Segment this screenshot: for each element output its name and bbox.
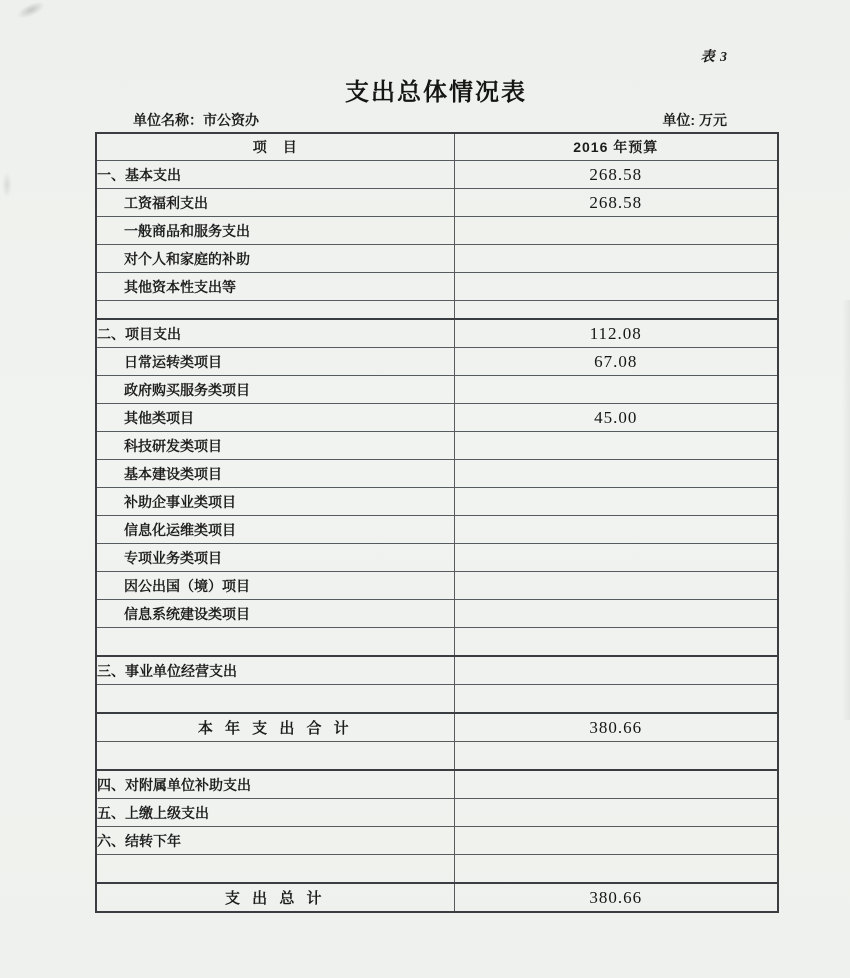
budget-value-cell: 268.58 — [454, 189, 778, 217]
item-label-cell: 本 年 支 出 合 计 — [96, 713, 454, 742]
item-label-cell: 其他类项目 — [96, 404, 454, 432]
budget-value-cell: 45.00 — [454, 404, 778, 432]
budget-value-cell — [454, 827, 778, 855]
budget-value-cell — [454, 685, 778, 714]
item-label-cell — [96, 301, 454, 320]
currency-unit-label: 单位: 万元 — [662, 112, 727, 128]
budget-value-cell — [454, 628, 778, 657]
scan-smudge — [2, 172, 12, 198]
budget-value-cell — [454, 460, 778, 488]
column-header-item: 项 目 — [96, 133, 454, 161]
item-label-cell: 专项业务类项目 — [96, 544, 454, 572]
table-row — [96, 656, 778, 685]
item-label-cell: 一、基本支出 — [96, 161, 454, 189]
budget-value-cell — [454, 600, 778, 628]
budget-value-cell — [454, 572, 778, 600]
item-label-cell: 五、上缴上级支出 — [96, 799, 454, 827]
table-row — [96, 600, 778, 628]
item-label-cell — [96, 628, 454, 657]
item-label-cell: 因公出国（境）项目 — [96, 572, 454, 600]
table-row — [96, 685, 778, 714]
budget-value-cell: 380.66 — [454, 713, 778, 742]
table-row — [96, 301, 778, 320]
budget-value-cell: 380.66 — [454, 883, 778, 912]
table-row — [96, 742, 778, 771]
item-label-cell — [96, 685, 454, 714]
table-row — [96, 404, 778, 432]
item-label-cell: 三、事业单位经营支出 — [96, 656, 454, 685]
table-row — [96, 572, 778, 600]
table-row — [96, 628, 778, 657]
budget-value-cell — [454, 855, 778, 884]
item-label-cell: 四、对附属单位补助支出 — [96, 770, 454, 799]
item-label-cell: 支 出 总 计 — [96, 883, 454, 912]
table-header-row — [96, 133, 778, 161]
item-label-cell: 补助企事业类项目 — [96, 488, 454, 516]
unit-name-label: 单位名称：市公资办 — [133, 112, 259, 128]
item-label-cell: 科技研发类项目 — [96, 432, 454, 460]
table-row — [96, 376, 778, 404]
budget-value-cell — [454, 544, 778, 572]
column-header-budget-2016: 2016 年预算 — [454, 133, 778, 161]
budget-value-cell — [454, 799, 778, 827]
table-row — [96, 883, 778, 912]
item-label-cell — [96, 742, 454, 771]
budget-value-cell — [454, 742, 778, 771]
budget-value-cell — [454, 488, 778, 516]
table-row — [96, 432, 778, 460]
table-row — [96, 799, 778, 827]
budget-value-cell — [454, 245, 778, 273]
budget-value-cell: 112.08 — [454, 319, 778, 348]
budget-value-cell — [454, 770, 778, 799]
table-row — [96, 713, 778, 742]
table-row — [96, 245, 778, 273]
item-label-cell: 工资福利支出 — [96, 189, 454, 217]
item-label-cell: 基本建设类项目 — [96, 460, 454, 488]
table-row — [96, 217, 778, 245]
table-row — [96, 516, 778, 544]
budget-value-cell — [454, 432, 778, 460]
budget-value-cell — [454, 301, 778, 320]
table-number-tag: 表 3 — [700, 50, 728, 65]
budget-value-cell — [454, 376, 778, 404]
item-label-cell: 日常运转类项目 — [96, 348, 454, 376]
item-label-cell: 二、项目支出 — [96, 319, 454, 348]
table-row — [96, 319, 778, 348]
item-label-cell: 六、结转下年 — [96, 827, 454, 855]
budget-value-cell: 67.08 — [454, 348, 778, 376]
budget-value-cell — [454, 217, 778, 245]
scan-edge-shadow — [842, 300, 850, 720]
item-label-cell: 一般商品和服务支出 — [96, 217, 454, 245]
budget-value-cell — [454, 516, 778, 544]
item-label-cell: 信息系统建设类项目 — [96, 600, 454, 628]
item-label-cell: 其他资本性支出等 — [96, 273, 454, 301]
table-row — [96, 544, 778, 572]
budget-value-cell — [454, 656, 778, 685]
table-row — [96, 189, 778, 217]
budget-value-cell — [454, 273, 778, 301]
item-label-cell: 信息化运维类项目 — [96, 516, 454, 544]
scan-smudge — [15, 0, 47, 22]
item-label-cell: 政府购买服务类项目 — [96, 376, 454, 404]
table-row — [96, 273, 778, 301]
item-label-cell: 对个人和家庭的补助 — [96, 245, 454, 273]
table-row — [96, 827, 778, 855]
budget-value-cell: 268.58 — [454, 161, 778, 189]
page-title: 支出总体情况表 — [345, 79, 527, 106]
table-row — [96, 855, 778, 884]
table-row — [96, 348, 778, 376]
expenditure-overview-table — [95, 132, 779, 913]
table-row — [96, 161, 778, 189]
table-row — [96, 460, 778, 488]
item-label-cell — [96, 855, 454, 884]
table-row — [96, 770, 778, 799]
table-row — [96, 488, 778, 516]
